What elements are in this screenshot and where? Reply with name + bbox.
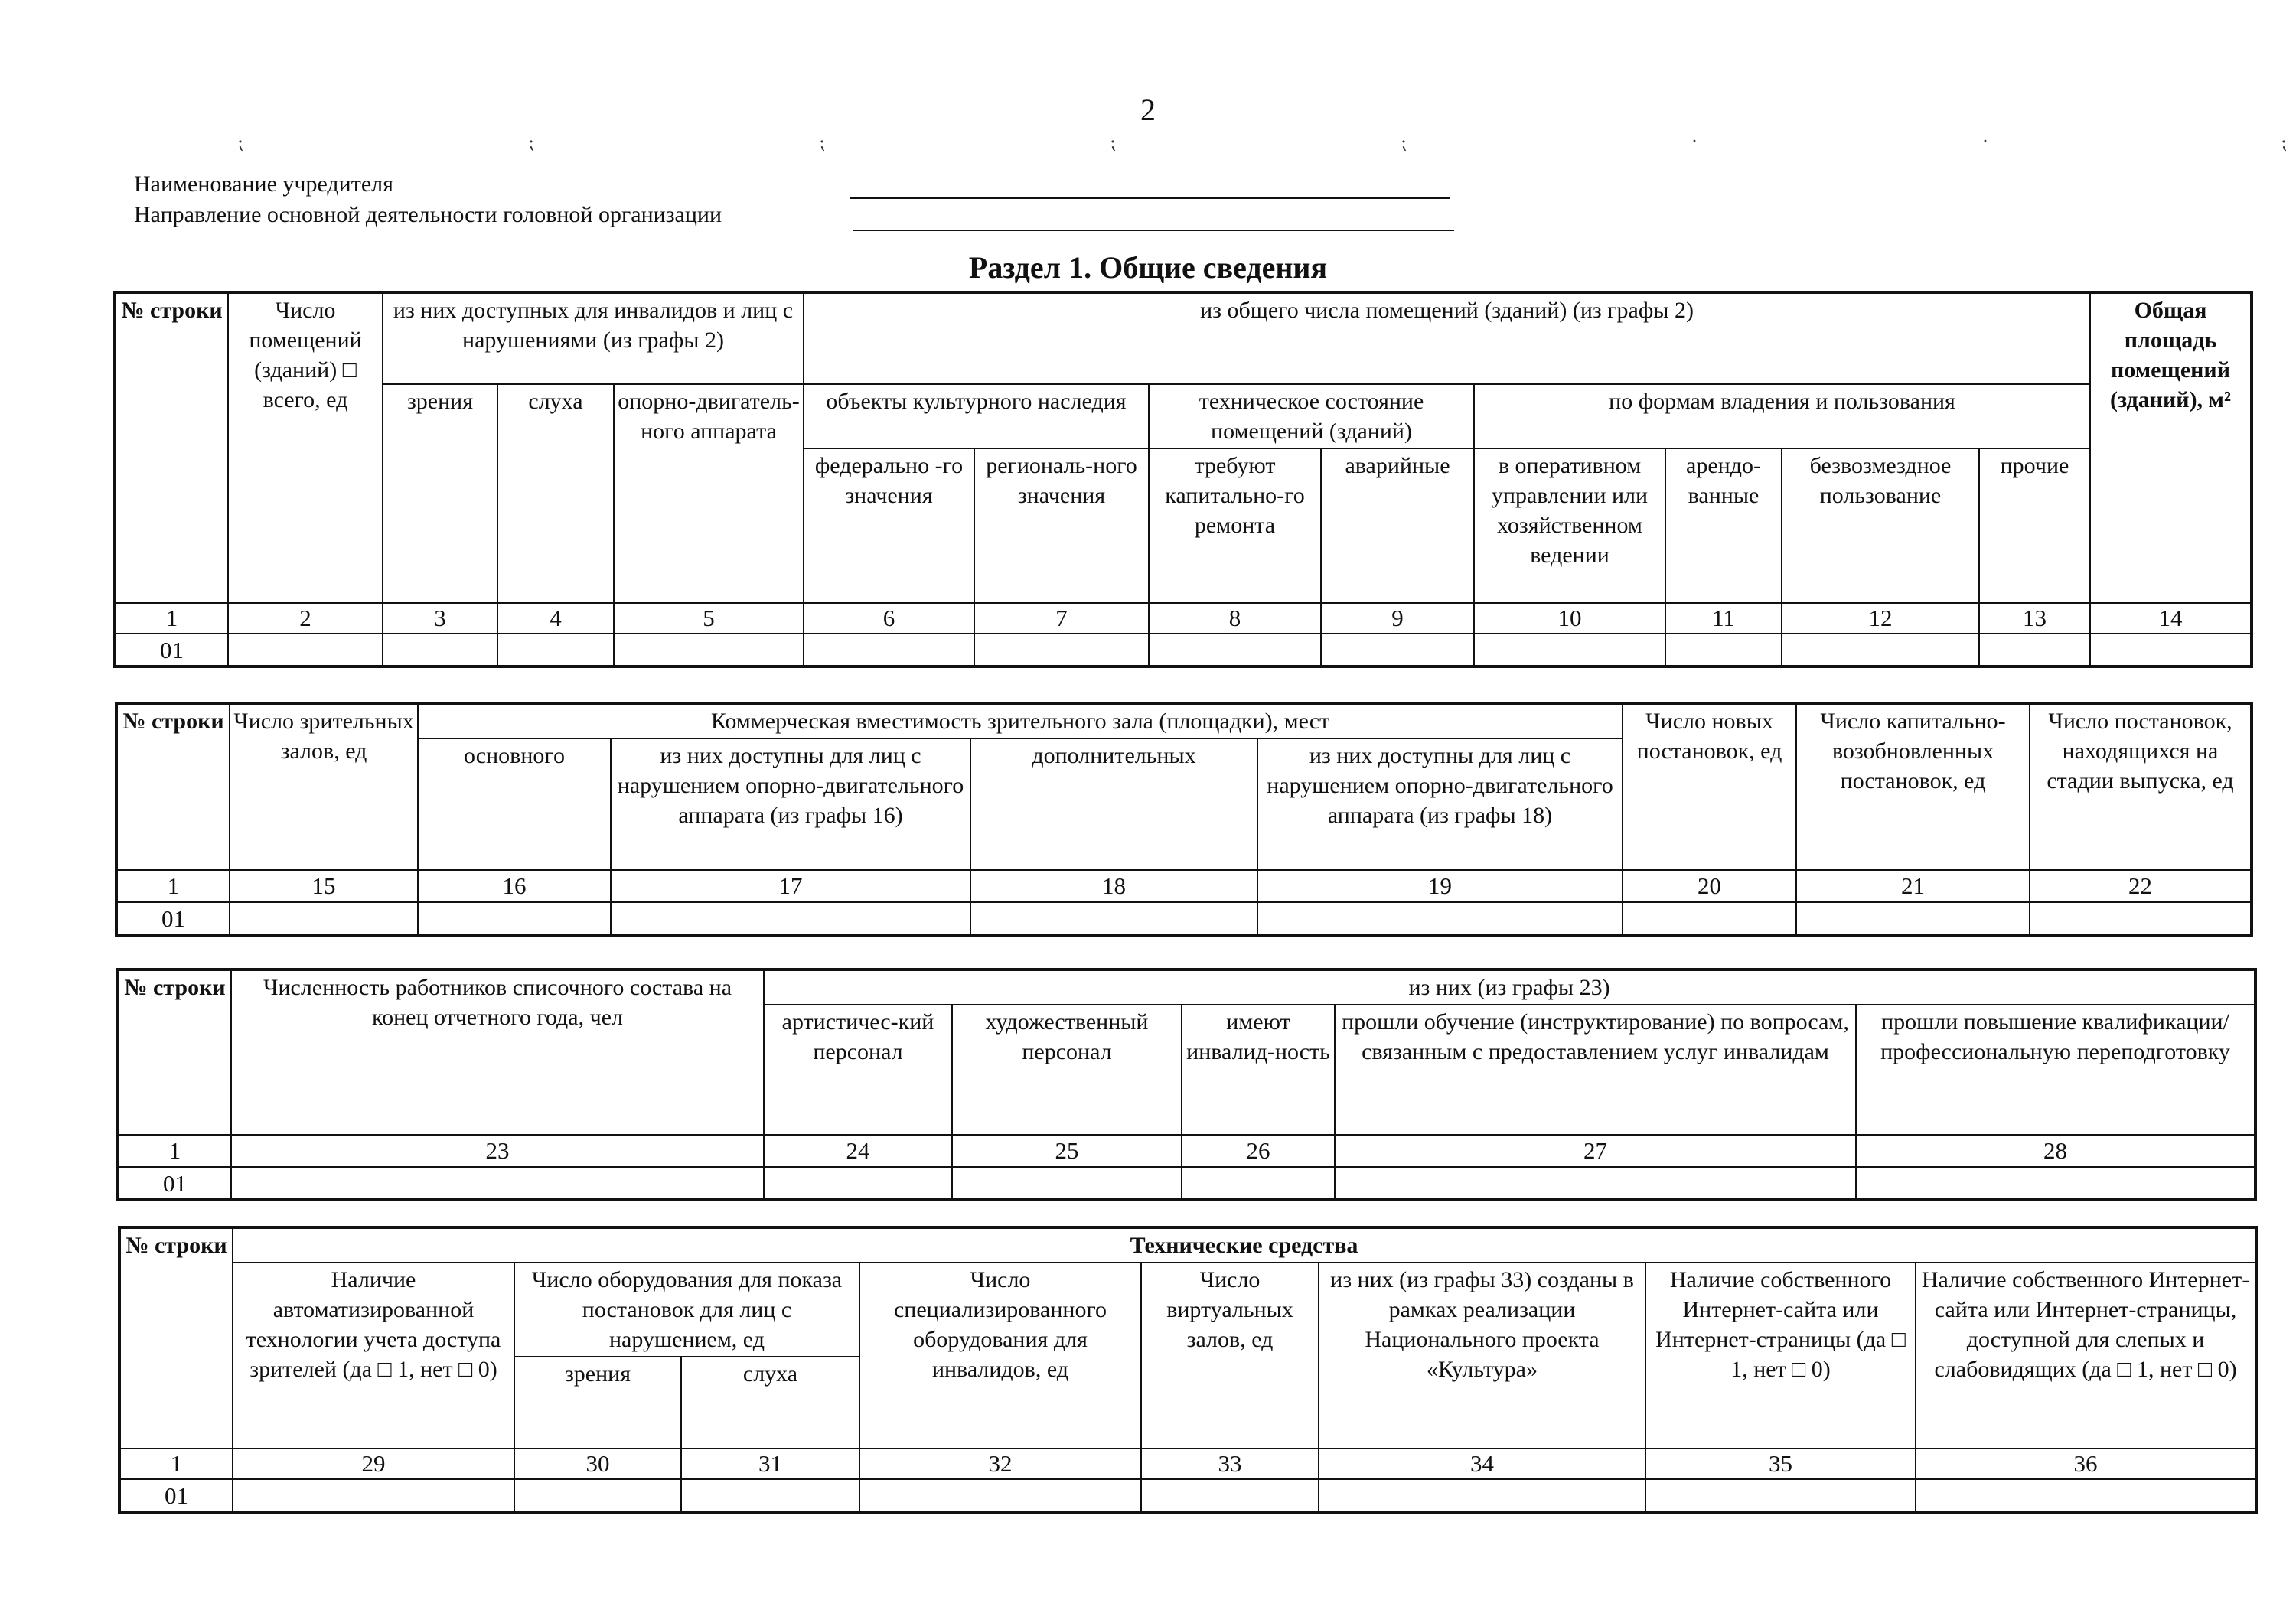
column-number: 1: [116, 870, 230, 902]
halls-table: [115, 702, 2253, 937]
column-number: 17: [611, 870, 970, 902]
header-special-equipment: Число специализированного оборудования для инвалидов, ед: [859, 1263, 1141, 1449]
input-cell[interactable]: [1782, 634, 1979, 666]
header-tech-state: техническое состояние помещений (зданий): [1149, 384, 1474, 448]
column-number: 28: [1856, 1135, 2255, 1167]
scan-speck-icon: ·: [1982, 132, 1988, 152]
column-number: 5: [614, 603, 804, 634]
header-main-capacity: основного: [418, 738, 611, 870]
header-equipment: Число оборудования для показа постановок для лиц с нарушением, ед: [514, 1263, 859, 1357]
header-musculoskeletal: опорно-двигатель-ного аппарата: [614, 384, 804, 603]
column-number: 1: [118, 1135, 231, 1167]
row-code: 01: [116, 902, 230, 935]
column-number: 29: [233, 1449, 514, 1479]
column-number: 9: [1321, 603, 1474, 634]
input-cell[interactable]: [1335, 1167, 1856, 1200]
header-total-area: Общая площадь помещений (зданий), м²: [2090, 292, 2252, 603]
input-cell[interactable]: [681, 1479, 859, 1512]
header-ownership: по формам владения и пользования: [1474, 384, 2090, 448]
header-staff-count: Численность работников списочного состава на конец отчетного года, чел: [231, 970, 764, 1135]
input-cell[interactable]: [1182, 1167, 1335, 1200]
input-cell[interactable]: [383, 634, 497, 666]
header-of-them: из них (из графы 23): [764, 970, 2255, 1005]
column-number: 12: [1782, 603, 1979, 634]
page-number: 2: [1140, 93, 1156, 127]
column-number: 2: [228, 603, 383, 634]
column-number: 4: [497, 603, 614, 634]
column-number: 8: [1149, 603, 1321, 634]
column-number: 11: [1665, 603, 1782, 634]
header-release-productions: Число постановок, находящихся на стадии выпуска, ед: [2030, 703, 2252, 870]
header-rooms-total: Число помещений (зданий) □ всего, ед: [228, 292, 383, 603]
header-hearing: слуха: [681, 1357, 859, 1449]
column-number: 35: [1645, 1449, 1916, 1479]
input-cell[interactable]: [2030, 902, 2252, 935]
column-number: 16: [418, 870, 611, 902]
header-virtual-halls: Число виртуальных залов, ед: [1141, 1263, 1319, 1449]
header-artistic-staff: артистичес-кий персонал: [764, 1005, 952, 1135]
input-cell[interactable]: [952, 1167, 1182, 1200]
header-row-number: № строки: [119, 1227, 233, 1449]
input-cell[interactable]: [1149, 634, 1321, 666]
column-number: 19: [1257, 870, 1623, 902]
header-heritage: объекты культурного наследия: [804, 384, 1149, 448]
activity-label: Направление основной деятельности головной организации: [134, 202, 722, 227]
column-number: 22: [2030, 870, 2252, 902]
header-federal: федерально -го значения: [804, 448, 974, 603]
input-cell[interactable]: [233, 1479, 514, 1512]
input-cell[interactable]: [1321, 634, 1474, 666]
input-cell[interactable]: [228, 634, 383, 666]
column-number: 32: [859, 1449, 1141, 1479]
input-cell[interactable]: [418, 902, 611, 935]
header-vision: зрения: [514, 1357, 681, 1449]
header-regional: региональ-ного значения: [974, 448, 1149, 603]
scan-speck-icon: ·: [1691, 132, 1698, 152]
column-number: 33: [1141, 1449, 1319, 1479]
header-main-accessible: из них доступны для лиц с нарушением опорно-двигательного аппарата (из графы 16): [611, 738, 970, 870]
input-cell[interactable]: [1796, 902, 2030, 935]
input-cell[interactable]: [1856, 1167, 2255, 1200]
input-cell[interactable]: [1257, 902, 1623, 935]
input-cell[interactable]: [1979, 634, 2090, 666]
header-capacity: Коммерческая вместимость зрительного зала (площадки), мест: [418, 703, 1623, 738]
scan-marks: [115, 132, 2296, 155]
input-cell[interactable]: [2090, 634, 2252, 666]
column-number: 10: [1474, 603, 1665, 634]
header-new-productions: Число новых постановок, ед: [1623, 703, 1796, 870]
input-cell[interactable]: [859, 1479, 1141, 1512]
header-website: Наличие собственного Интернет-сайта или Интернет-страницы (да □ 1, нет □ 0): [1645, 1263, 1916, 1449]
input-cell[interactable]: [497, 634, 614, 666]
column-number: 3: [383, 603, 497, 634]
input-cell[interactable]: [1665, 634, 1782, 666]
header-creative-staff: художественный персонал: [952, 1005, 1182, 1135]
header-automation: Наличие автоматизированной технологии учета доступа зрителей (да □ 1, нет □ 0): [233, 1263, 514, 1449]
column-number: 23: [231, 1135, 764, 1167]
header-emergency: аварийные: [1321, 448, 1474, 603]
header-disabled-staff: имеют инвалид-ность: [1182, 1005, 1335, 1135]
tech-means-table: [118, 1226, 2258, 1514]
input-cell[interactable]: [1319, 1479, 1645, 1512]
scan-speck-icon: ⁏: [819, 133, 826, 153]
input-cell[interactable]: [230, 902, 418, 935]
input-cell[interactable]: [970, 902, 1257, 935]
column-number: 34: [1319, 1449, 1645, 1479]
header-rented: арендо-ванные: [1665, 448, 1782, 603]
input-cell[interactable]: [1916, 1479, 2256, 1512]
input-cell[interactable]: [611, 902, 970, 935]
column-number: 26: [1182, 1135, 1335, 1167]
activity-field[interactable]: [853, 230, 1454, 231]
header-accessible: из них доступных для инвалидов и лиц с нарушениями (из графы 2): [383, 292, 804, 384]
row-code: 01: [115, 634, 228, 666]
column-number: 13: [1979, 603, 2090, 634]
input-cell[interactable]: [764, 1167, 952, 1200]
input-cell[interactable]: [614, 634, 804, 666]
scan-speck-icon: ⁏: [1401, 133, 1407, 153]
column-number: 24: [764, 1135, 952, 1167]
header-culture-project: из них (из графы 33) созданы в рамках реализации Национального проекта «Культура»: [1319, 1263, 1645, 1449]
scan-speck-icon: ⁏: [528, 133, 535, 153]
staff-table: [116, 968, 2257, 1201]
header-other: прочие: [1979, 448, 2090, 603]
input-cell[interactable]: [804, 634, 974, 666]
column-number: 15: [230, 870, 418, 902]
column-number: 30: [514, 1449, 681, 1479]
column-number: 27: [1335, 1135, 1856, 1167]
row-code: 01: [118, 1167, 231, 1200]
header-tech-means: Технические средства: [233, 1227, 2256, 1263]
input-cell[interactable]: [1645, 1479, 1916, 1512]
section-title: Раздел 1. Общие сведения: [968, 250, 1328, 285]
header-vision: зрения: [383, 384, 497, 603]
scan-speck-icon: ⁏: [237, 133, 244, 153]
header-additional-accessible: из них доступны для лиц с нарушением опорно-двигательного аппарата (из графы 18): [1257, 738, 1623, 870]
input-cell[interactable]: [974, 634, 1149, 666]
header-free-use: безвозмездное пользование: [1782, 448, 1979, 603]
header-revived-productions: Число капитально-возобновленных постановок, ед: [1796, 703, 2030, 870]
column-number: 36: [1916, 1449, 2256, 1479]
input-cell[interactable]: [1474, 634, 1665, 666]
header-training: прошли обучение (инструктирование) по вопросам, связанным с предоставлением услуг инвалидам: [1335, 1005, 1856, 1135]
scan-speck-icon: ⁏: [2281, 133, 2288, 153]
input-cell[interactable]: [1141, 1479, 1319, 1512]
row-code: 01: [119, 1479, 233, 1512]
column-number: 1: [119, 1449, 233, 1479]
general-info-table: [113, 291, 2253, 668]
header-additional-capacity: дополнительных: [970, 738, 1257, 870]
column-number: 18: [970, 870, 1257, 902]
column-number: 31: [681, 1449, 859, 1479]
header-qualification: прошли повышение квалификации/ профессиональную переподготовку: [1856, 1005, 2255, 1135]
header-halls: Число зрительных залов, ед: [230, 703, 418, 870]
header-operational: в оперативном управлении или хозяйственном ведении: [1474, 448, 1665, 603]
header-row-number: № строки: [118, 970, 231, 1135]
header-from-total: из общего числа помещений (зданий) (из графы 2): [804, 292, 2090, 384]
founder-field[interactable]: [850, 197, 1450, 199]
header-row-number: № строки: [116, 703, 230, 870]
header-capital-repair: требуют капитально-го ремонта: [1149, 448, 1321, 603]
input-cell[interactable]: [1623, 902, 1796, 935]
column-number: 14: [2090, 603, 2252, 634]
header-website-blind: Наличие собственного Интернет-сайта или Интернет-страницы, доступной для слепых и слабовидящих (да □ 1, нет □ 0): [1916, 1263, 2256, 1449]
input-cell[interactable]: [514, 1479, 681, 1512]
column-number: 1: [115, 603, 228, 634]
input-cell[interactable]: [231, 1167, 764, 1200]
header-hearing: слуха: [497, 384, 614, 603]
founder-label: Наименование учредителя: [134, 171, 393, 197]
column-number: 7: [974, 603, 1149, 634]
column-number: 6: [804, 603, 974, 634]
scan-speck-icon: ⁏: [1110, 133, 1117, 153]
column-number: 20: [1623, 870, 1796, 902]
column-number: 21: [1796, 870, 2030, 902]
header-row-number: № строки: [115, 292, 228, 603]
column-number: 25: [952, 1135, 1182, 1167]
